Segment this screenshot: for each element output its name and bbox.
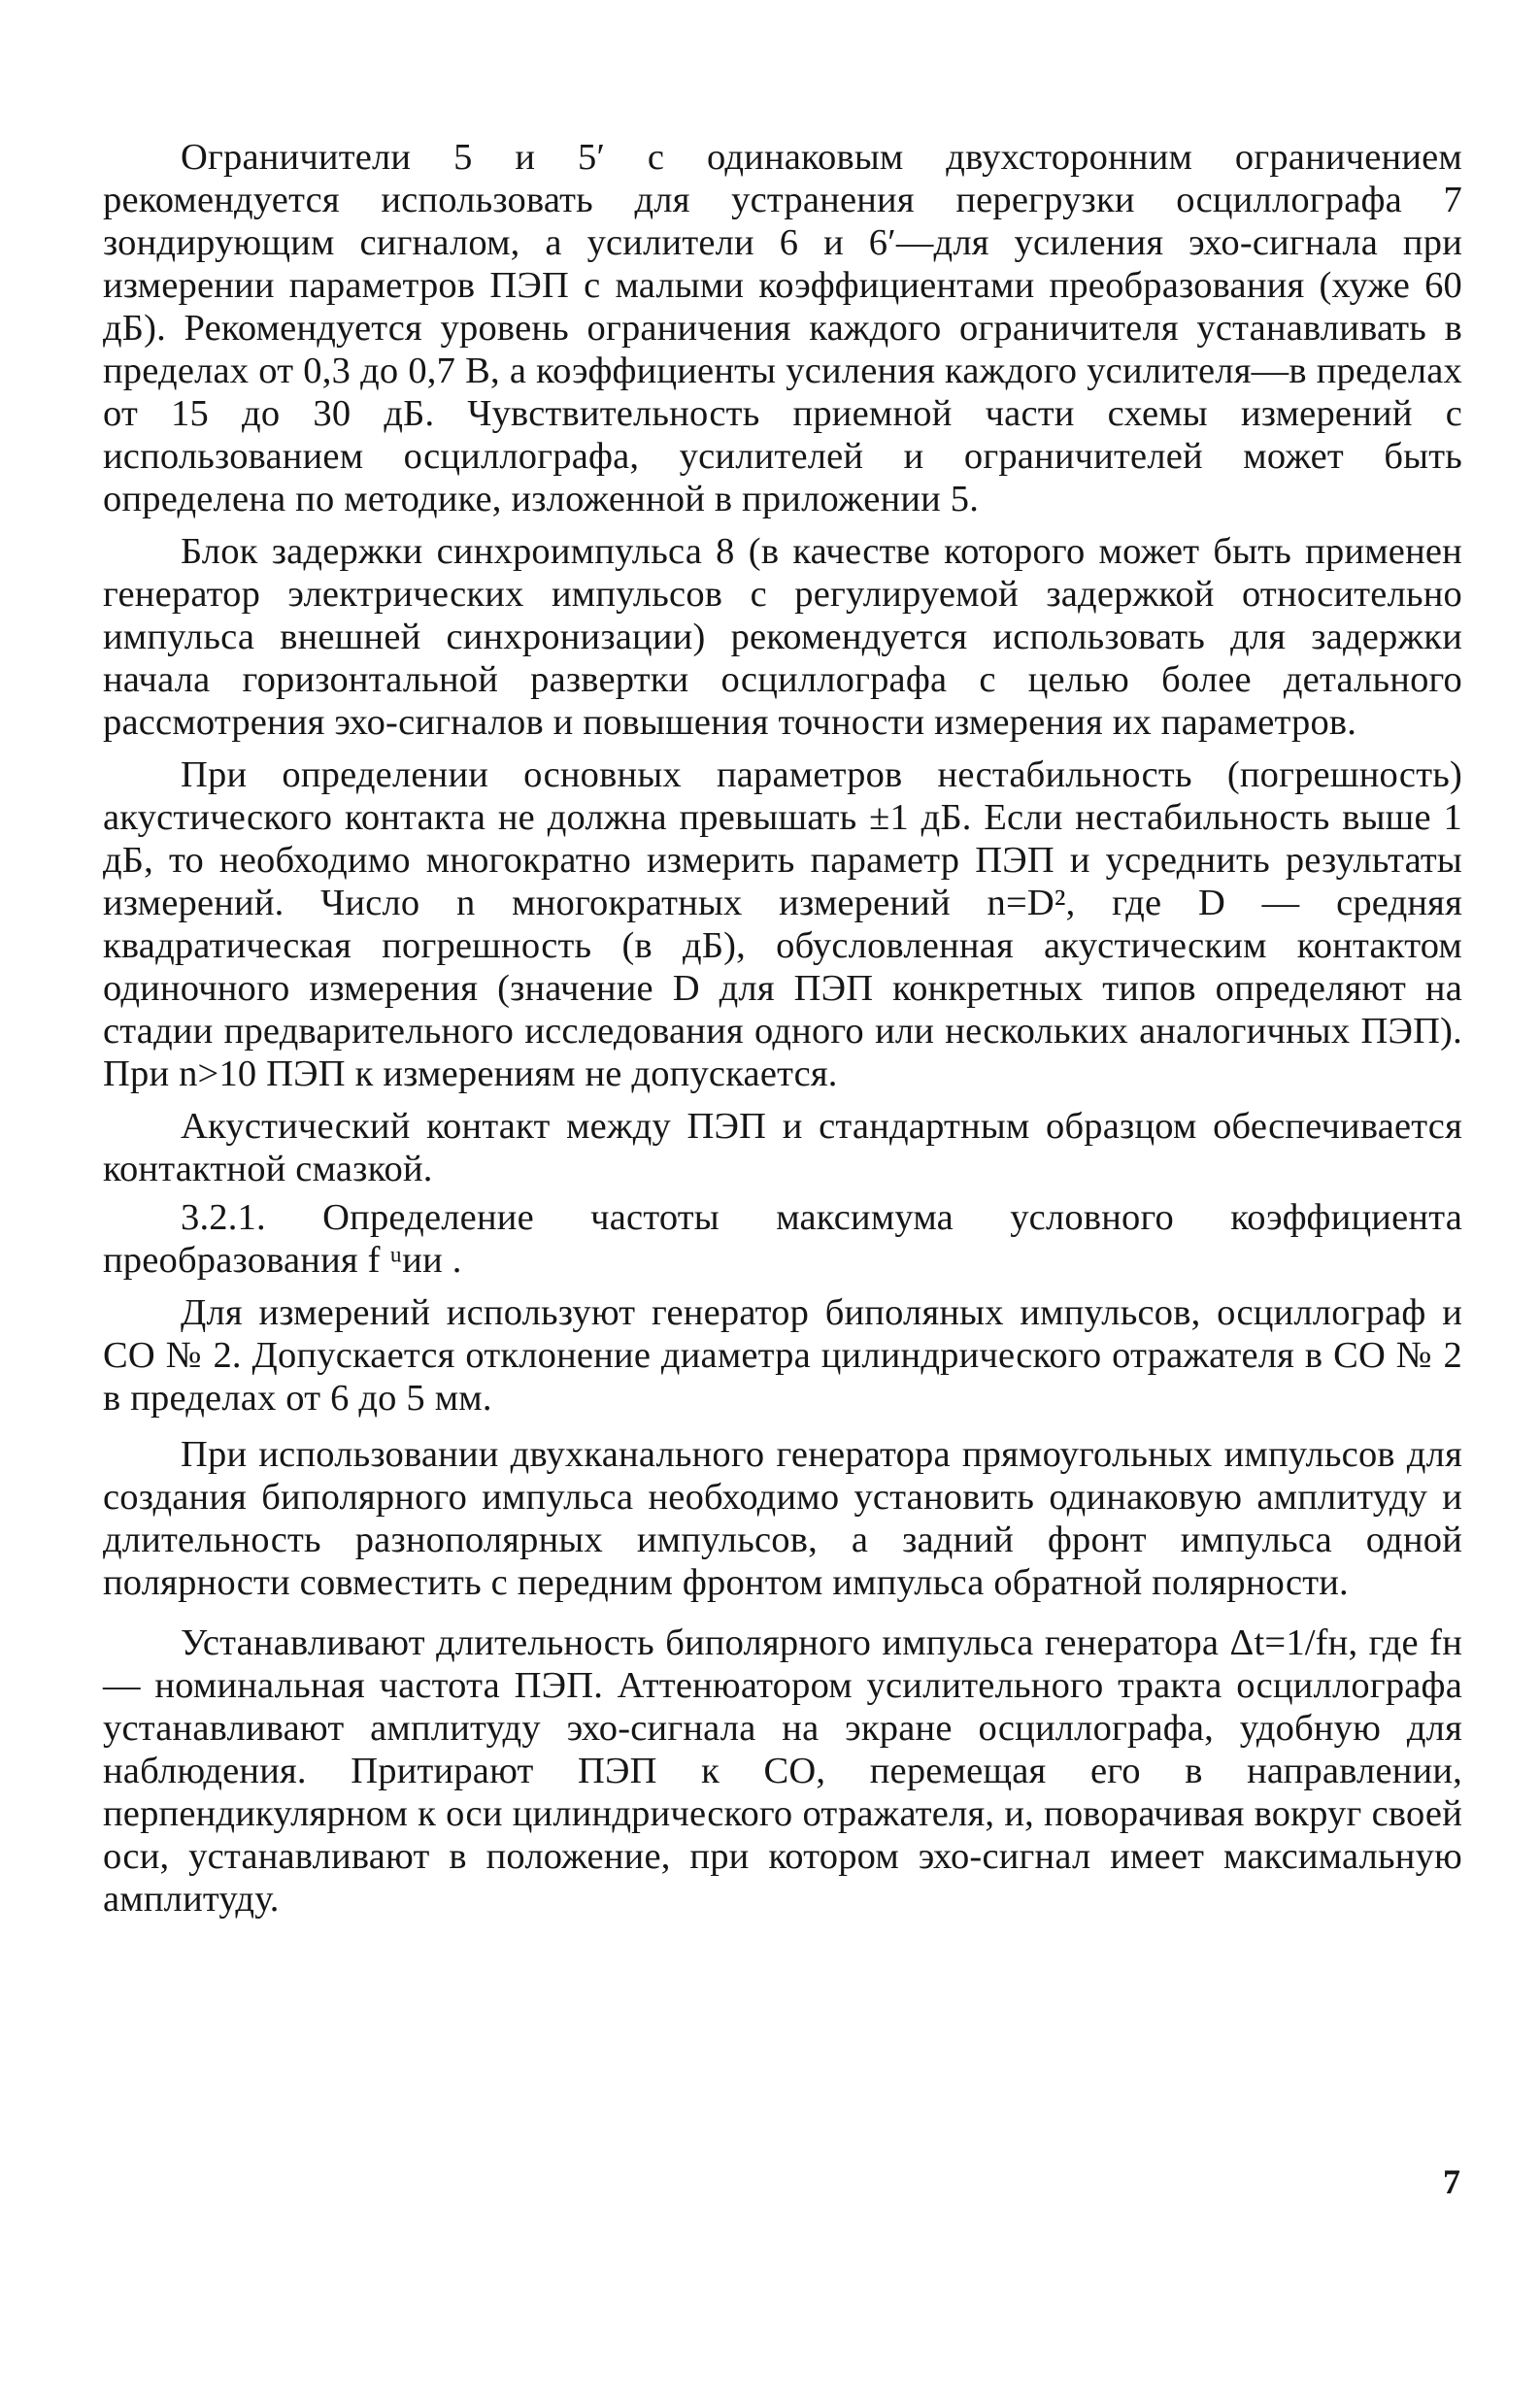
document-page — [103, 136, 1462, 1938]
paragraph-equipment: Для измерений используют генератор биполяных импульсов, осциллограф и СО № 2. Допускается отклонение диаметра цилиндрического отражателя в СО № 2 в пределах от 6 до 5 мм. — [103, 1292, 1462, 1419]
paragraph-contact-instability: При определении основных параметров нестабильность (погрешность) акустического контакта не должна превышать ±1 дБ. Если нестабильность выше 1 дБ, то необходимо многократно измерить параметр ПЭП и усреднить результаты измерений. Число n многократных измерений n=D², где D — средняя квадратическая погрешность (в дБ), обусловленная акустическим контактом одиночного измерения (значение D для ПЭП конкретных типов определяют на стадии предварительного исследования одного или нескольких аналогичных ПЭП). При n>10 ПЭП к измерениям не допускается. — [103, 754, 1462, 1094]
paragraph-limiters: Ограничители 5 и 5′ с одинаковым двухсторонним ограничением рекомендуется использовать для устранения перегрузки осциллографа 7 зондирующим сигналом, а усилители 6 и 6′—для усиления эхо-сигнала при измерении параметров ПЭП с малыми коэффициентами преобразования (хуже 60 дБ). Рекомендуется уровень ограничения каждого ограничителя устанавливать в пределах от 0,3 до 0,7 В, а коэффициенты усиления каждого усилителя—в пределах от 15 до 30 дБ. Чувствительность приемной части схемы измерений с использованием осциллографа, усилителей и ограничителей может быть определена по методике, изложенной в приложении 5. — [103, 137, 1462, 519]
paragraph-two-channel-generator: При использовании двухканального генератора прямоугольных импульсов для создания биполярного импульса необходимо установить одинаковую амплитуду и длительность разнополярных импульсов, а задний фронт импульса одной полярности совместить с передним фронтом импульса обратной полярности. — [103, 1434, 1462, 1603]
paragraph-acoustic-contact: Акустический контакт между ПЭП и стандартным образцом обеспечивается контактной смазкой. — [103, 1106, 1462, 1189]
paragraph-sync-delay: Блок задержки синхроимпульса 8 (в качестве которого может быть применен генератор электрических импульсов с регулируемой задержкой относительно импульса внешней синхронизации) рекомендуется использовать для задержки начала горизонтальной развертки осциллографа с целью более детального рассмотрения эхо-сигналов и повышения точности измерения их параметров. — [103, 531, 1462, 743]
paragraph-procedure: Устанавливают длительность биполярного импульса генератора Δt=1/fн, где fн — номинальная частота ПЭП. Аттенюатором усилительного тракта осциллографа устанавливают амплитуду эхо-сигнала на экране осциллографа, удобную для наблюдения. Притирают ПЭП к СО, перемещая его в направлении, перпендикулярном к оси цилиндрического отражателя, и, поворачивая вокруг своей оси, устанавливают в положение, при котором эхо-сигнал имеет максимальную амплитуду. — [103, 1622, 1462, 1920]
page-number: 7 — [1443, 2162, 1460, 2201]
section-heading-3-2-1: 3.2.1. Определение частоты максимума условного коэффициента преобразования f ᵘии . — [103, 1197, 1462, 1281]
